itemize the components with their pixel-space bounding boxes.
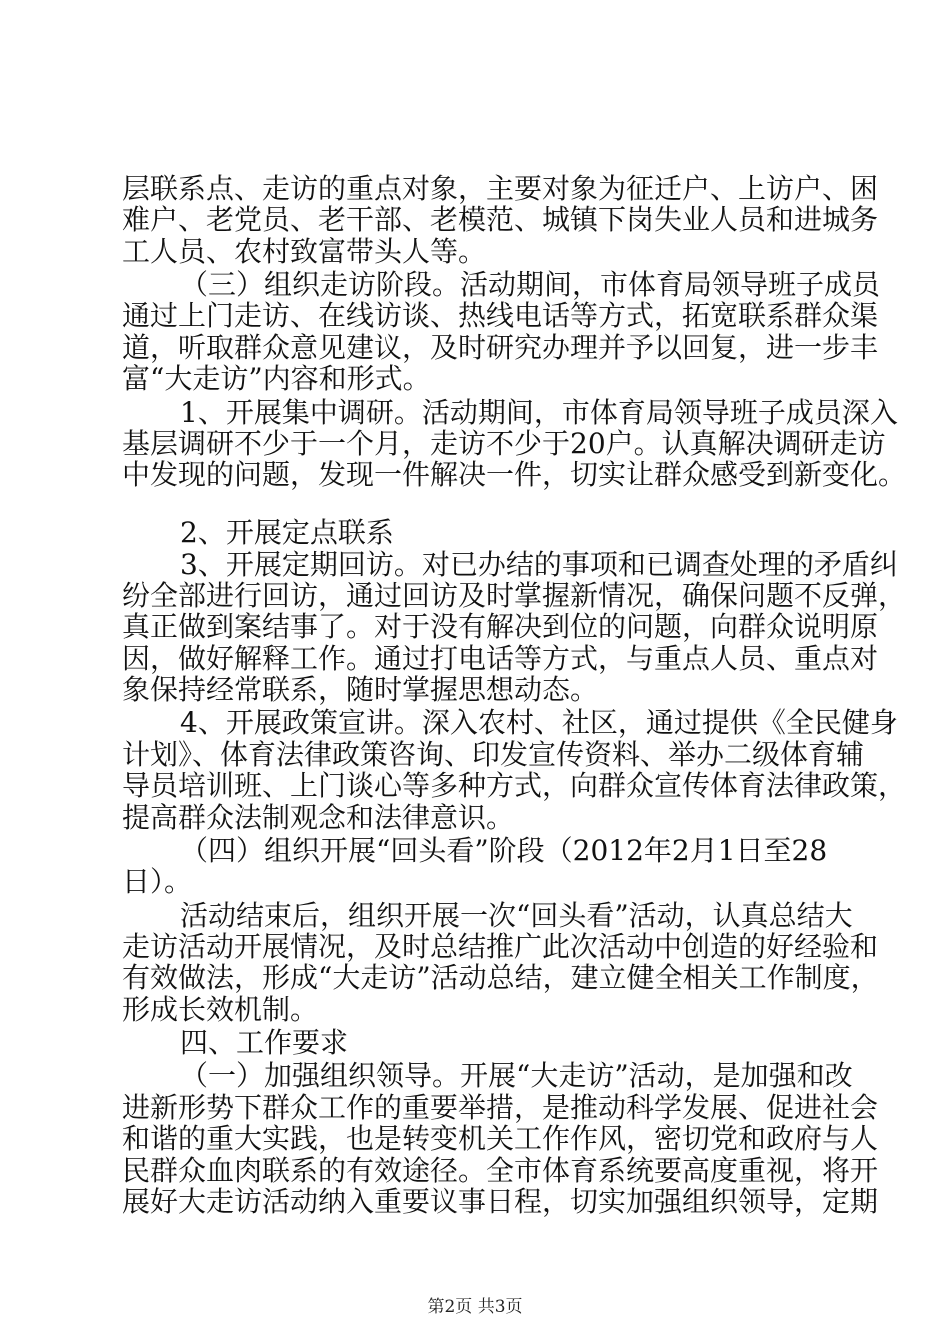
text-line-18: 计划》、体育法律政策咨询、印发宣传资料、举办二级体育辅 [122,739,865,770]
text-line-6: 道，听取群众意见建议，及时研究办理并予以回复，进一步丰 [122,332,879,363]
text-line-25: 有效做法，形成“大走访”活动总结，建立健全相关工作制度， [122,962,879,993]
text-line-16: 象保持经常联系，随时掌握思想动态。 [122,674,599,705]
text-line-32: 展好大走访活动纳入重要议事日程，切实加强组织领导，定期 [122,1186,879,1217]
text-line-10: 中发现的问题，发现一件解决一件，切实让群众感受到新变化。 [122,459,907,490]
section-heading: 四、工作要求 [180,1027,349,1058]
text-line-8: 1、开展集中调研。活动期间，市体育局领导班子成员深入 [180,397,898,428]
text-line-14: 真正做到案结事了。对于没有解决到位的问题，向群众说明原 [122,611,879,642]
text-line-29: 进新形势下群众工作的重要举措，是推动科学发展、促进社会 [122,1092,879,1123]
text-line-22: 日）。 [122,866,193,897]
text-line-31: 民群众血肉联系的有效途径。全市体育系统要高度重视，将开 [122,1155,879,1186]
text-line-26: 形成长效机制。 [122,994,319,1025]
text-line-9: 基层调研不少于一个月，走访不少于20户。认真解决调研走访 [122,428,886,459]
text-line-7: 富“大走访”内容和形式。 [122,363,431,394]
text-line-19: 导员培训班、上门谈心等多种方式，向群众宣传体育法律政策， [122,770,907,801]
text-line-30: 和谐的重大实践，也是转变机关工作作风，密切党和政府与人 [122,1123,879,1154]
text-line-12: 3、开展定期回访。对已办结的事项和已调查处理的矛盾纠 [180,549,898,580]
text-line-23: 活动结束后，组织开展一次“回头看”活动，认真总结大 [180,900,853,931]
text-line-1: 层联系点、走访的重点对象，主要对象为征迁户、上访户、困 [122,173,879,204]
text-line-21: （四）组织开展“回头看”阶段（2012年2月1日至28 [180,835,828,866]
text-line-13: 纷全部进行回访，通过回访及时掌握新情况，确保问题不反弹， [122,580,907,611]
text-line-17: 4、开展政策宣讲。深入农村、社区，通过提供《全民健身 [180,707,898,738]
text-line-24: 走访活动开展情况，及时总结推广此次活动中创造的好经验和 [122,931,879,962]
text-line-20: 提高群众法制观念和法律意识。 [122,802,515,833]
text-line-3: 工人员、农村致富带头人等。 [122,236,487,267]
text-line-15: 因，做好解释工作。通过打电话等方式，与重点人员、重点对 [122,643,879,674]
text-line-28: （一）加强组织领导。开展“大走访”活动，是加强和改 [180,1060,853,1091]
text-line-4: （三）组织走访阶段。活动期间，市体育局领导班子成员 [180,269,881,300]
page-footer: 第2页 共3页 [427,1297,523,1317]
text-line-5: 通过上门走访、在线访谈、热线电话等方式，拓宽联系群众渠 [122,300,879,331]
text-line-2: 难户、老党员、老干部、老模范、城镇下岗失业人员和进城务 [122,204,879,235]
text-line-11: 2、开展定点联系 [180,517,394,548]
